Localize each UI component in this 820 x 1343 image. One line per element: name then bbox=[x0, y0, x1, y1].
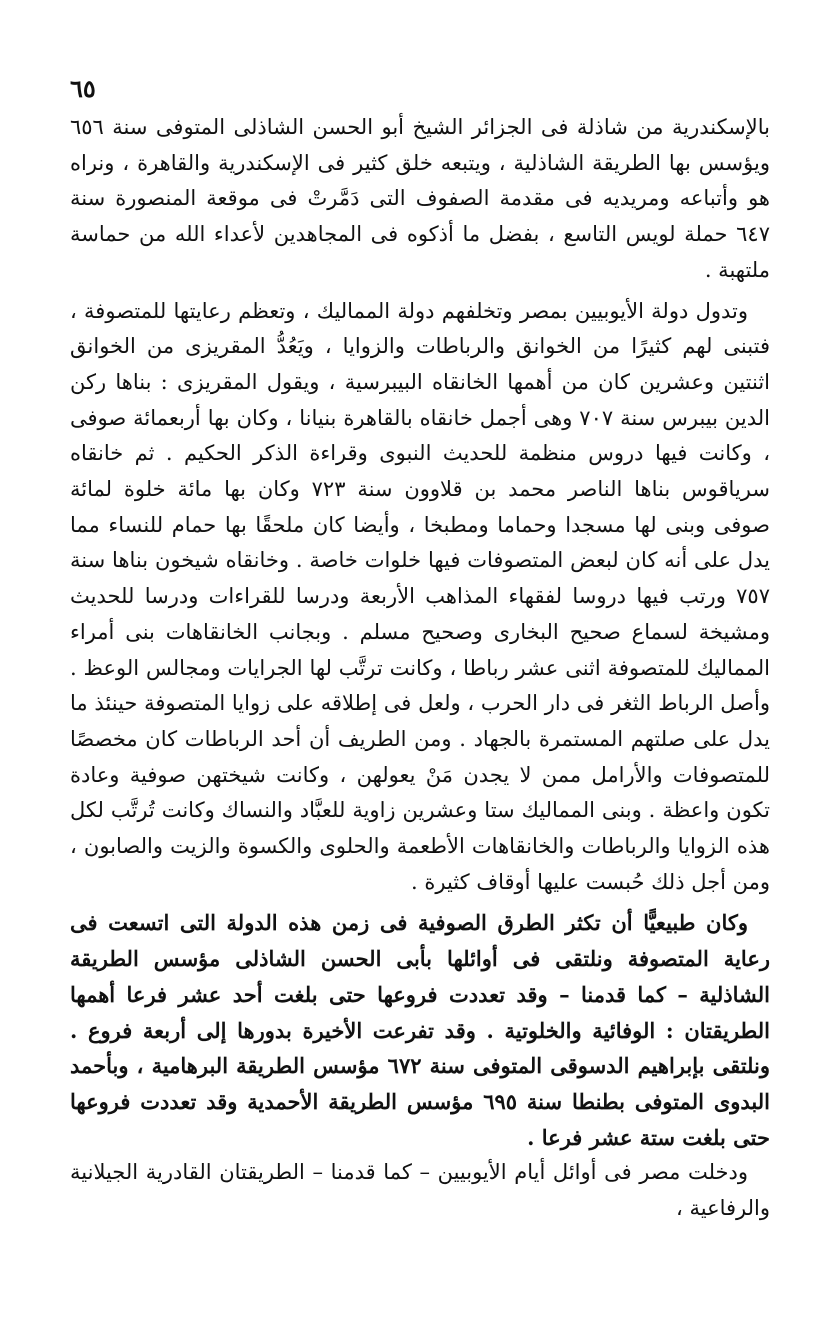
body-text bbox=[70, 110, 770, 1227]
page-number: ٦٥ bbox=[70, 74, 96, 103]
paragraph-1: بالإسكندرية من شاذلة فى الجزائر الشيخ أبو الحسن الشاذلى المتوفى سنة ٦٥٦ ويؤسس بها الطريقة الشاذلية ، ويتبعه خلق كثير فى الإسكندرية والقاهرة ، ونراه هو وأتباعه ومريديه فى مقدمة الصفوف التى دَمَّرتْ فى موقعة المنصورة سنة ٦٤٧ حملة لويس التاسع ، بفضل ما أذكوه فى المجاهدين لأعداء الله من حماسة ملتهبة . bbox=[70, 115, 770, 282]
paragraph-2: وتدول دولة الأيوبيين بمصر وتخلفهم دولة المماليك ، وتعظم رعايتها للمتصوفة ، فتبنى لهم كثيرًا من الخوانق والرباطات والزوايا ، ويَعُدُّ المقريزى من الخوانق اثنتين وعشرين كان من أهمها الخانقاه البيبرسية ، ويقول المقريزى : بناها ركن الدين بيبرس سنة ٧٠٧ وهى أجمل خانقاه بالقاهرة بنيانا ، وكان بها أربعمائة صوفى ، وكانت فيها دروس منظمة للحديث النبوى وقراءة الذكر الحكيم . ثم خانقاه سرياقوس بناها الناصر محمد بن قلاوون سنة ٧٢٣ وكان بها مائة خلوة لمائة صوفى وبنى لها مسجدا وحماما ومطبخا ، وأيضا كان ملحقًا بها حمام للنساء مما يدل على أنه كان لبعض المتصوفات فيها خلوات خاصة . وخانقاه شيخون بناها سنة ٧٥٧ ورتب فيها دروسا لفقهاء المذاهب الأربعة ودرسا للقراءات ودرسا للحديث ومشيخة لسماع صحيح البخارى وصحيح مسلم . وبجانب الخانقاهات بنى أمراء المماليك للمتصوفة اثنى عشر رباطا ، وكانت ترتَّب لها الجرايات ومجالس الوعظ . وأصل الرباط الثغر فى دار الحرب ، ولعل فى إطلاقه على زوايا المتصوفة حينئذ ما يدل على صلتهم المستمرة بالجهاد . ومن الطريف أن أحد الرباطات كان مخصصًا للمتصوفات والأرامل ممن لا يجدن مَنْ يعولهن ، وكانت شيختهن صوفية وعادة تكون واعظة . وبنى المماليك ستا وعشرين زاوية للعبَّاد والنساك وكانت تُرتَّب لكل هذه الزوايا والرباطات والخانقاهات الأطعمة والحلوى والكسوة والزيت والصابون ، ومن أجل ذلك حُبست عليها أوقاف كثيرة . bbox=[70, 298, 771, 894]
paragraph-4: ودخلت مصر فى أوائل أيام الأيوبيين – كما قدمنا – الطريقتان القادرية الجيلانية والرفاعية ، bbox=[70, 1160, 770, 1221]
paragraph-3: وكان طبيعيًّا أن تكثر الطرق الصوفية فى زمن هذه الدولة التى اتسعت فى رعاية المتصوفة ونلتقى فى أوائلها بأبى الحسن الشاذلى مؤسس الطريقة الشاذلية – كما قدمنا – وقد تعددت فروعها حتى بلغت أحد عشر فرعا أهمها الطريقتان : الوفائية والخلوتية . وقد تفرعت الأخيرة بدورها إلى أربعة فروع . ونلتقى بإبراهيم الدسوقى المتوفى سنة ٦٧٢ مؤسس الطريقة البرهامية ، وبأحمد البدوى المتوفى بطنطا سنة ٦٩٥ مؤسس الطريقة الأحمدية وقد تعددت فروعها حتى بلغت ستة عشر فرعا . bbox=[70, 910, 770, 1150]
